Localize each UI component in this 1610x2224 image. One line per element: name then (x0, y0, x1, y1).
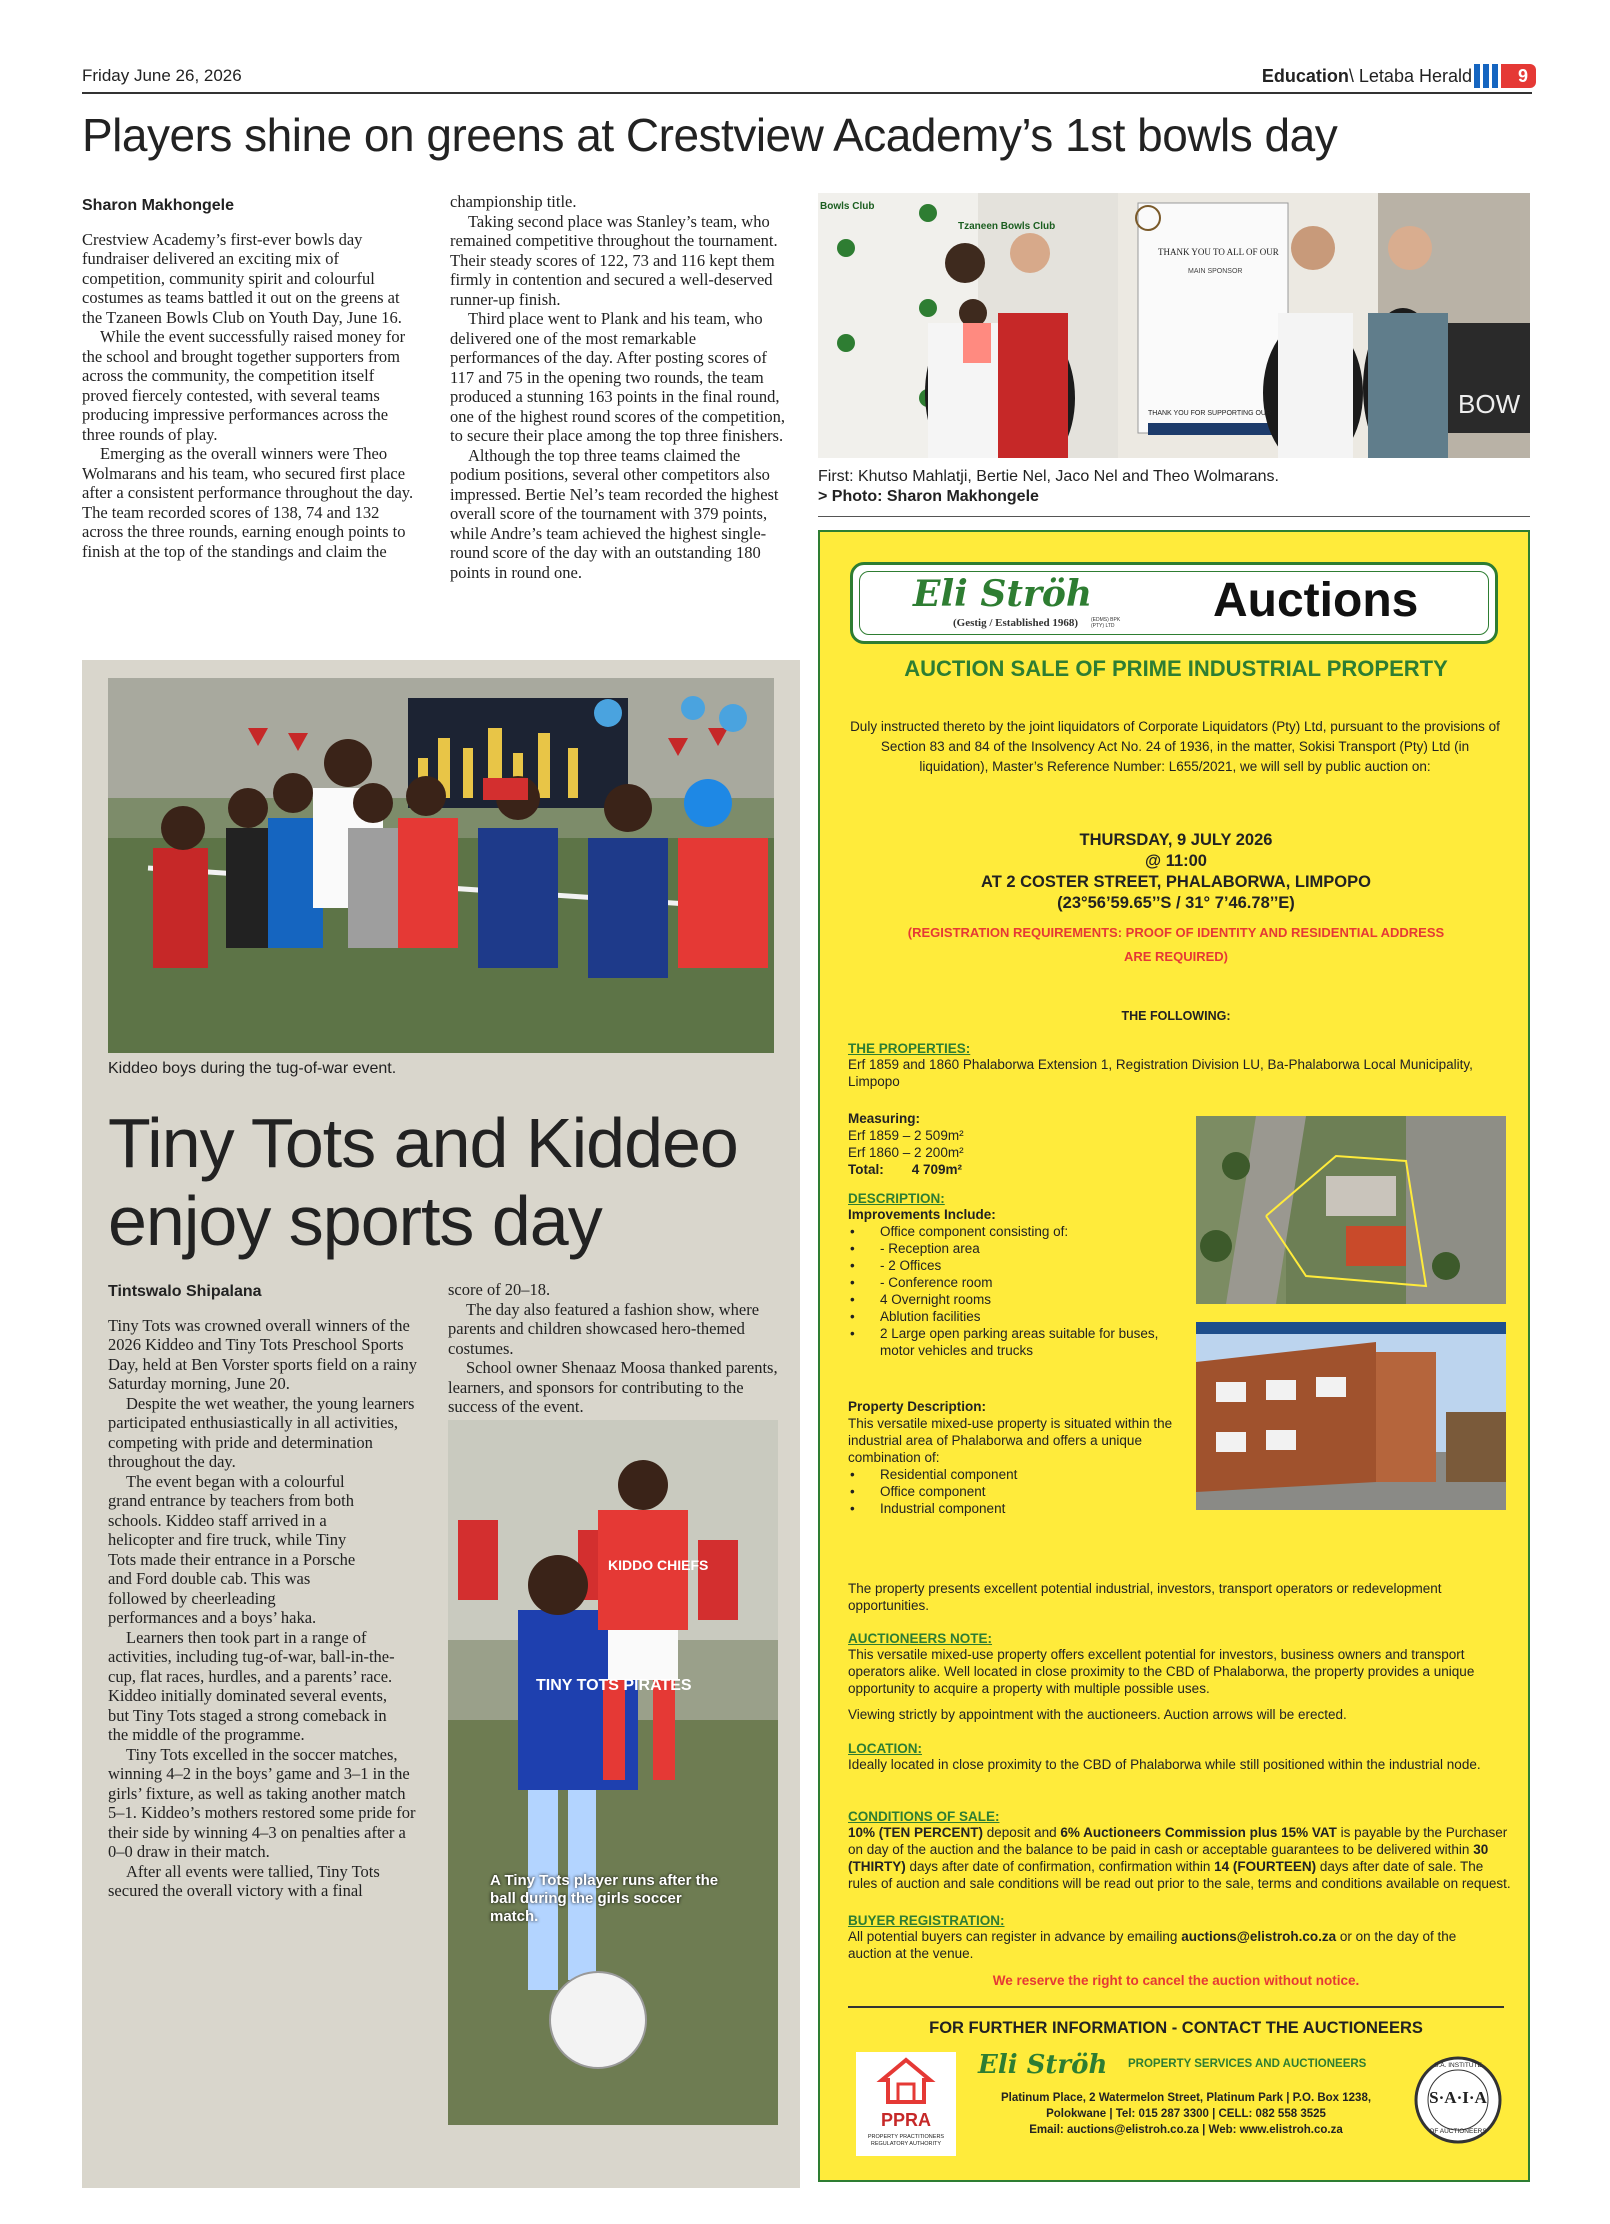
paragraph: After all events were tallied, Tiny Tots secured the overall victory with a final (108, 1861, 380, 1900)
conditions-text (848, 1824, 1512, 1892)
headline-line: Tiny Tots and Kiddeo (108, 1104, 738, 1182)
bowls-photo (818, 193, 1530, 458)
reserve-notice: We reserve the right to cancel the auction without notice. (992, 1973, 1360, 1988)
bowls-photo-illustration (818, 193, 1530, 458)
tug-of-war-illustration (108, 678, 774, 1053)
masthead-bars-icon (1474, 64, 1510, 88)
auction-address: AT 2 COSTER STREET, PHALABORWA, LIMPOPO (981, 873, 1371, 891)
paragraph: Although the top three teams claimed the podium positions, several other competitors also impressed. Bertie Nel’s team recorded the highest overall score of the tournament with 379 points, while Andre’s team achieved the highest single-round score of the day with an outstanding 180 points in round one. (450, 445, 779, 582)
section-name: Education (1261, 66, 1349, 86)
footer-address: Platinum Place, 2 Watermelon Street, Platinum Park | P.O. Box 1238, (1000, 2092, 1372, 2104)
tug-of-war-caption: Kiddeo boys during the tug-of-war event. (108, 1060, 397, 1077)
ppra-house-icon (856, 2052, 956, 2112)
soccer-photo (448, 1420, 778, 2125)
footer-email-web[interactable]: Email: auctions@elistroh.co.za | Web: www.elistroh.co.za (1029, 2124, 1343, 2136)
page-header (82, 62, 1532, 94)
headline-line: enjoy sports day (108, 1182, 602, 1260)
story1-byline: Sharon Makhongele (82, 197, 235, 214)
list-item: • Industrial component (848, 1500, 1188, 1517)
balance-days: 30 (THIRTY) (848, 1842, 1489, 1874)
measuring-block (848, 1110, 1088, 1178)
footer-phone: Polokwane | Tel: 015 287 3300 | (1046, 2108, 1219, 2120)
erf-1859: Erf 1859 – 2 509m² (848, 1128, 964, 1143)
banner-text: Bowls Club (820, 201, 875, 212)
list-item: • Residential component (848, 1466, 1188, 1483)
paragraph: The day also featured a fashion show, where parents and children showcased hero-themed costumes. (448, 1299, 760, 1358)
list-item: • Office component consisting of: (848, 1223, 1218, 1240)
footer-cell: CELL: 082 558 3525 (1218, 2108, 1326, 2120)
components-list (848, 1466, 1188, 1517)
conditions-part: days after date of confirmation, confirmation within (905, 1859, 1215, 1874)
tug-of-war-photo (108, 678, 774, 1053)
total-value: 4 709m² (911, 1162, 963, 1177)
viewing-text: Viewing strictly by appointment with the auctioneers. Auction arrows will be erected. (848, 1707, 1347, 1722)
property-description-block (848, 1398, 1188, 1517)
list-item: • 2 Large open parking areas suitable for buses, motor vehicles and trucks (848, 1325, 1180, 1359)
ppra-logo (856, 2052, 956, 2156)
auction-advert (818, 530, 1530, 2182)
paragraph: championship title. (450, 192, 577, 211)
auctions-title: Auctions (1213, 574, 1419, 627)
saia-top-text: S.A. INSTITUTE (1434, 2062, 1482, 2069)
banner-text: BOW (1458, 389, 1521, 419)
paragraph: While the event successfully raised money for the school and brought together supporters from across the community, the competition itself proved fiercely contested, with several teams producing impressive performances across the three rounds of play. (82, 327, 406, 444)
conditions-part: is payable by the Purchaser on day of the auction and the balance to be paid in cash or acceptable guarantees to be delivered within (848, 1825, 1508, 1857)
conditions-label: CONDITIONS OF SALE: (848, 1809, 1000, 1824)
footer-divider (848, 2006, 1504, 2008)
paragraph: The event began with a colourful grand entrance by teachers from both schools. Kiddeo staff arrived in a helicopter and fire truck, while Tiny Tots made their entrance in a Porsche and Ford double cab. This was followed by cheerleading performances and a boys’ haka. (108, 1471, 356, 1627)
improvements-list (848, 1223, 1218, 1359)
story2-headline (108, 1104, 738, 1260)
banner-text: THANK YOU FOR SUPPORTING OUR (1148, 410, 1272, 417)
ppra-subtext: PROPERTY PRACTITIONERS REGULATORY AUTHORITY (867, 2134, 945, 2147)
auctioneers-note-label: AUCTIONEERS NOTE: (848, 1631, 993, 1646)
paragraph: Tiny Tots excelled in the soccer matches, winning 4–2 in the boys’ game and 3–1 in the girls’ fixture, as well as taking another match 5–1. Kiddeo’s mothers restored some pride for their side by winning 4–3 on penalties after a 0–0 draw in their match. (108, 1744, 416, 1861)
saia-text: S·A·I·A (1429, 2088, 1487, 2107)
list-item: • - 2 Offices (848, 1257, 1218, 1274)
bowls-photo-caption: First: Khutso Mahlatji, Bertie Nel, Jaco Nel and Theo Wolmarans. (818, 468, 1279, 485)
paragraph: Despite the wet weather, the young learners participated enthusiastically in all activities, competing with pride and determination throughout the day. (108, 1393, 415, 1471)
list-item: • 4 Overnight rooms (848, 1291, 1218, 1308)
auction-time: @ 11:00 (1145, 852, 1207, 870)
soccer-photo-caption: A Tiny Tots player runs after the ball during the girls soccer match. (490, 1872, 719, 1925)
aerial-map-illustration (1196, 1116, 1506, 1304)
properties-label: THE PROPERTIES: (848, 1041, 971, 1056)
paragraph: Third place went to Plank and his team, who delivered one of the most remarkable performances of the day. After posting scores of 117 and 75 in the opening two rounds, the team produced a stunning 163 points in the final round, one of the highest round scores of the competition, to secure their place among the top three finishers. (450, 309, 785, 445)
property-desc-label: Property Description: (848, 1399, 987, 1414)
location-label: LOCATION: (848, 1741, 922, 1756)
properties-text: Erf 1859 and 1860 Phalaborwa Extension 1, Registration Division LU, Ba-Phalaborwa Local Municipality, Limpopo (848, 1057, 1473, 1089)
deposit-percent: 10% (TEN PERCENT) (848, 1825, 984, 1840)
potential-text: The property presents excellent potential industrial, investors, transport operators or redevelopment opportunities. (848, 1581, 1442, 1613)
page-number: 9 (1510, 64, 1536, 88)
paragraph: Learners then took part in a range of activities, including tug-of-war, ball-in-the-cup, flat races, hurdles, and a parents’ race. Kiddeo initially dominated several events, but Tiny Tots staged a strong comeback in the middle of the programme. (108, 1627, 395, 1744)
buyer-text: All potential buyers can register in advance by emailing (848, 1929, 1182, 1944)
banner-text: MAIN SPONSOR (1188, 268, 1243, 275)
footer-brand-logo: Eli Ströh (978, 2050, 1108, 2080)
paragraph: score of 20–18. (448, 1280, 551, 1299)
issue-date: Friday June 26, 2026 (82, 66, 242, 85)
buyer-registration-label: BUYER REGISTRATION: (848, 1913, 1005, 1928)
auction-heading: AUCTION SALE OF PRIME INDUSTRIAL PROPERTY (904, 656, 1448, 681)
conditions-part: days after date of sale. The rules of auction and sale conditions will be read out prior to the sale, terms and conditions available on request. (848, 1859, 1511, 1891)
auction-intro: Duly instructed thereto by the joint liquidators of Corporate Liquidators (Pty) Ltd, pursuant to the provisions of Section 83 and 84 of the Insolvency Act No. 24 of 1936, in the matter, Sokisi Transport (Pty) Ltd (in liquidation), Master’s Reference Number: L655/2021, we will sell by public auction on: (850, 719, 1500, 774)
conditions-part: deposit and (983, 1825, 1061, 1840)
confirmation-days: 14 (FOURTEEN) (1214, 1859, 1317, 1874)
registration-line: (REGISTRATION REQUIREMENTS: PROOF OF IDENTITY AND RESIDENTIAL ADDRESS (907, 925, 1445, 940)
list-item: • Ablution facilities (848, 1308, 1218, 1325)
measuring-label: Measuring: (848, 1111, 921, 1126)
buyer-email-link[interactable]: auctions@elistroh.co.za (1181, 1929, 1337, 1944)
story1-column-1 (82, 196, 420, 561)
buyer-registration-text (848, 1928, 1498, 1962)
ppra-text: PPRA (880, 2110, 931, 2130)
location-text: Ideally located in close proximity to the CBD of Phalaborwa while still positioned within the industrial node. (848, 1757, 1481, 1772)
paragraph: Crestview Academy’s first-ever bowls day fundraiser delivered an exciting mix of competition, community spirit and colourful costumes as teams battled it out on the greens at the Tzaneen Bowls Club on Youth Day, June 16. (82, 229, 402, 327)
saia-logo (1412, 2054, 1504, 2146)
contact-heading: FOR FURTHER INFORMATION - CONTACT THE AUCTIONEERS (929, 2019, 1423, 2037)
total-label: Total: (848, 1162, 884, 1177)
property-desc-text: This versatile mixed-use property is situated within the industrial area of Phalaborwa and offers a unique combination of: (848, 1416, 1173, 1465)
registration-line: ARE REQUIRED) (1123, 949, 1228, 964)
auction-date: THURSDAY, 9 JULY 2026 (1079, 831, 1273, 849)
shirt-text: KIDDO CHIEFS (608, 1557, 709, 1573)
paragraph: Tiny Tots was crowned overall winners of the 2026 Kiddeo and Tiny Tots Preschool Sports Day, held at Ben Vorster sports field on a rainy Saturday morning, June 20. (108, 1315, 418, 1393)
registration-requirements (820, 921, 1532, 969)
paragraph: Emerging as the overall winners were Theo Wolmarans and his team, who secured first place after a consistent performance throughout the day. The team recorded scores of 138, 74 and 132 across the three rounds, earning enough points to finish at the top of the standings and claim the (82, 444, 414, 561)
story2-byline: Tintswalo Shipalana (108, 1283, 262, 1300)
improvements-label: Improvements Include: (848, 1207, 996, 1222)
soccer-illustration (448, 1420, 778, 2125)
footer-tagline: PROPERTY SERVICES AND AUCTIONEERS (1128, 2058, 1367, 2070)
bowls-photo-credit: > Photo: Sharon Makhongele (818, 488, 1039, 505)
banner-text: Tzaneen Bowls Club (958, 221, 1056, 232)
description-label: DESCRIPTION: (848, 1191, 945, 1206)
commission: 6% Auctioneers Commission plus 15% VAT (1060, 1825, 1337, 1840)
auction-coordinates: (23°56’59.65’’S / 31° 7’46.78’’E) (1057, 894, 1295, 912)
brand-logo: Eli Ströh (913, 573, 1093, 615)
the-following: THE FOLLOWING: (1121, 1009, 1231, 1023)
shirt-text: TINY TOTS PIRATES (536, 1677, 692, 1694)
paper-name: \ Letaba Herald (1348, 66, 1472, 86)
story1-column-2 (450, 192, 788, 582)
story2-column-2 (448, 1280, 778, 1417)
building-photo (1196, 1322, 1506, 1510)
auction-details (820, 830, 1532, 914)
divider (818, 516, 1530, 517)
list-item: • - Reception area (848, 1240, 1218, 1257)
list-item: • Office component (848, 1483, 1188, 1500)
buyer-text: or on the day of the auction at the venue. (848, 1929, 1457, 1961)
banner-text: THANK YOU TO ALL OF OUR (1158, 247, 1279, 257)
story2-column-1 (108, 1282, 418, 1901)
paragraph: School owner Shenaaz Moosa thanked parents, learners, and sponsors for contributing to the success of the event. (448, 1358, 778, 1416)
auction-logo-banner (850, 562, 1498, 644)
list-item: • - Conference room (848, 1274, 1218, 1291)
improvements-block (848, 1206, 1218, 1359)
building-illustration (1196, 1322, 1506, 1510)
footer-contact (956, 2090, 1416, 2138)
auctioneers-note-text: This versatile mixed-use property offers excellent potential for investors, business owners and transport operators alike. Well located in close proximity to the CBD of Phalaborwa, the property provides a unique opportunity to acquire a property with multiple possible uses. (848, 1647, 1475, 1696)
saia-bottom-text: OF AUCTIONEERS (1429, 2128, 1487, 2135)
paragraph: Taking second place was Stanley’s team, who remained competitive throughout the tournament. Their steady scores of 122, 73 and 116 kept them firmly in contention and secured a well-deserved runner-up finish. (450, 211, 778, 309)
story1-headline: Players shine on greens at Crestview Academy’s 1st bowls day (82, 109, 1338, 161)
erf-1860: Erf 1860 – 2 200m² (848, 1145, 964, 1160)
brand-reg: (EDMS) BPK (PTY) LTD (1091, 617, 1121, 629)
section-label (1262, 66, 1472, 87)
aerial-map-image (1196, 1116, 1506, 1304)
brand-established: (Gestig / Established 1968) (953, 617, 1078, 629)
